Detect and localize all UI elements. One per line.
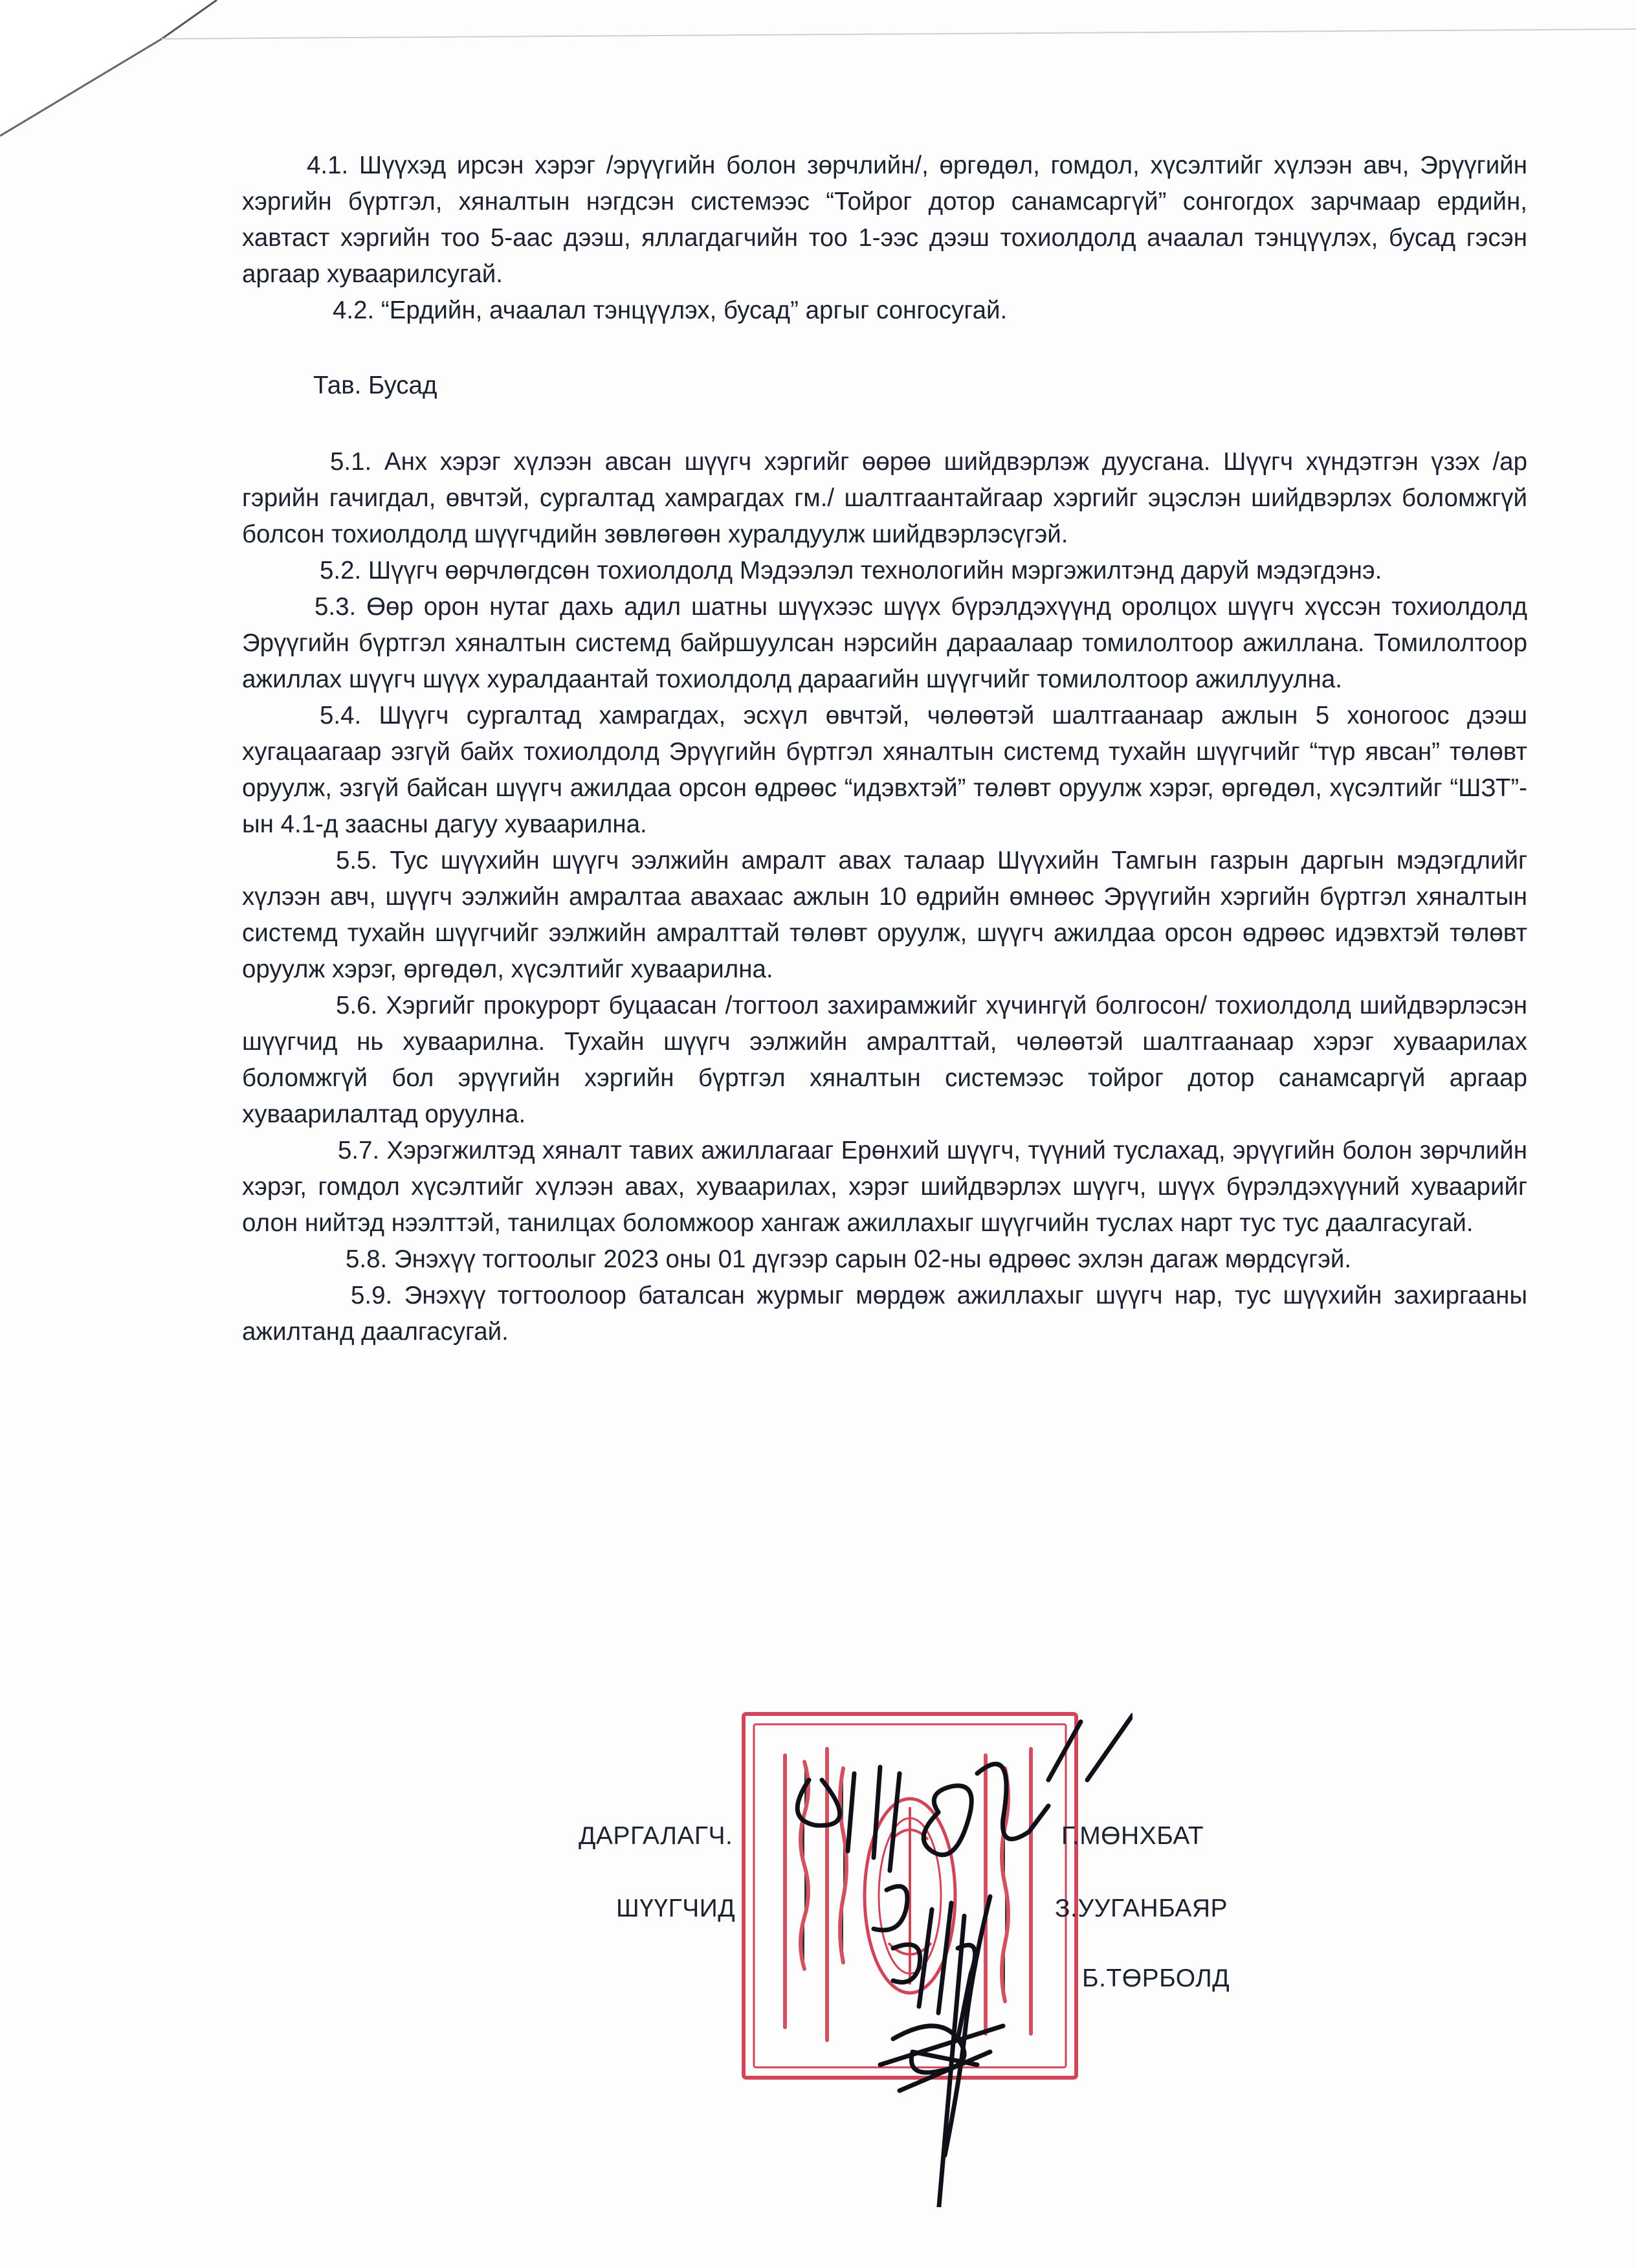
paragraph-5-7: 5.7. Хэрэгжилтэд хяналт тавих ажиллагааг Ерөнхий шүүгч, түүний туслахад, эрүүгийн болон зөрчлийн хэрэг, гомдол хүсэлтийг хүлээн авах, хуваарилах, хэрэг шийдвэрлэх шүүгч, шүүх бүрэлдэхүүний хуваарийг олон нийтэд нээлттэй, танилцах боломжоор хангаж ажиллахыг шүүгчийн туслах нарт тус тус даалгасугай.: [242, 1137, 1527, 1237]
chair-name: Г.МӨНХБАТ: [1061, 1822, 1204, 1850]
paragraph-5-9: 5.9. Энэхүү тогтоолоор баталсан журмыг мөрдөж ажиллахыг шүүгч нар, тус шүүхийн захиргааны ажилтанд даалгасугай.: [242, 1282, 1527, 1346]
paragraph-5-6: 5.6. Хэргийг прокурорт буцаасан /тогтоол захирамжийг хүчингүй болгосон/ тохиолдолд шийдвэрлэсэн шүүгчид нь хуваарилна. Тухайн шүүгч ээлжийн амралттай, чөлөөтэй шалтгаанаар хэрэг хуваарилах боломжгүй бол эрүүгийн хэргийн бүртгэл хяналтын системээс тойрог дотор санамсаргүй аргаар хуваарилалтад оруулна.: [242, 992, 1527, 1128]
paragraph-4-2: 4.2. “Ердийн, ачаалал тэнцүүлэх, бусад” аргыг сонгосугай.: [333, 296, 1008, 324]
chair-title: ДАРГАЛАГЧ.: [579, 1822, 733, 1850]
judge-1-name: З.УУГАНБАЯР: [1055, 1895, 1228, 1922]
paragraph-5-4: 5.4. Шүүгч сургалтад хамрагдах, эсхүл өвчтэй, чөлөөтэй шалтгаанаар ажлын 5 хоногоос дээш хугацаагаар эзгүй байх тохиолдолд Эрүүгийн бүртгэл хяналтын системд тухайн шүүгчийг “түр явсан” төлөвт оруулж, эзгүй байсан шүүгч ажилдаа орсон өдрөөс “идэвхтэй” төлөвт оруулж хэрэг, өргөдөл, хүсэлтийг “ШЗТ”-ын 4.1-д заасны дагуу хуваарилна.: [242, 702, 1527, 838]
paragraph-4-1: 4.1. Шүүхэд ирсэн хэрэг /эрүүгийн болон зөрчлийн/, өргөдөл, гомдол, хүсэлтийг хүлээн авч, Эрүүгийн хэргийн бүртгэл, хяналтын нэгдсэн системээс “Тойрог дотор санамсаргүй” сонгогдох зарчмаар ердийн, хавтаст хэргийн тоо 5-аас дээш, яллагдагчийн тоо 1-ээс дээш тохиолдолд ачаалал тэнцүүлэх, бусад гэсэн аргаар хуваарилсугай.: [242, 151, 1527, 288]
paragraph-5-1: 5.1. Анх хэрэг хүлээн авсан шүүгч хэргийг өөрөө шийдвэрлэж дуусгана. Шүүгч хүндэтгэн үзэх /ар гэрийн гачигдал, өвчтэй, сургалтад хамрагдах гм./ шалтгаантайгаар хэргийг эцэслэн шийдвэрлэх боломжгүй болсон тохиолдолд шүүгчдийн зөвлөгөөн хуралдуулж шийдвэрлэсүгэй.: [242, 448, 1527, 548]
section-heading: Тав. Бусад: [313, 372, 437, 399]
paragraph-5-2: 5.2. Шүүгч өөрчлөгдсөн тохиолдолд Мэдээлэл технологийн мэргэжилтэнд даруй мэдэгдэнэ.: [320, 557, 1382, 584]
judges-title: ШҮҮГЧИД: [616, 1895, 736, 1922]
document-body: [242, 148, 1527, 1350]
paragraph-5-5: 5.5. Тус шүүхийн шүүгч ээлжийн амралт авах талаар Шүүхийн Тамгын газрын даргын мэдэгдлийг хүлээн авч, шүүгч ээлжийн амралтаа авахаас ажлын 10 өдрийн өмнөөс Эрүүгийн хэргийн бүртгэл хяналтын системд тухайн шүүгчийг ээлжийн амралттай төлөвт оруулж, шүүгч ажилдаа орсон өдрөөс идэвхтэй төлөвт оруулж хэрэг, өргөдөл, хүсэлтийг хуваарилна.: [242, 847, 1527, 983]
paragraph-5-3: 5.3. Өөр орон нутаг дахь адил шатны шүүхээс шүүх бүрэлдэхүүнд оролцох шүүгч хүссэн тохиолдолд Эрүүгийн бүртгэл хяналтын системд байршуулсан нэрсийн дараалаар томилолтоор ажиллана. Томилолтоор ажиллах шүүгч шүүх хуралдаантай тохиолдолд дараагийн шүүгчийг томилолтоор ажиллуулна.: [242, 593, 1527, 693]
judge-2-name: Б.ТӨРБОЛД: [1082, 1964, 1230, 1992]
handwritten-signatures: [744, 1702, 1133, 2207]
paragraph-5-8: 5.8. Энэхүү тогтоолыг 2023 оны 01 дүгээр сарын 02-ны өдрөөс эхлэн дагаж мөрдсүгэй.: [346, 1245, 1352, 1273]
